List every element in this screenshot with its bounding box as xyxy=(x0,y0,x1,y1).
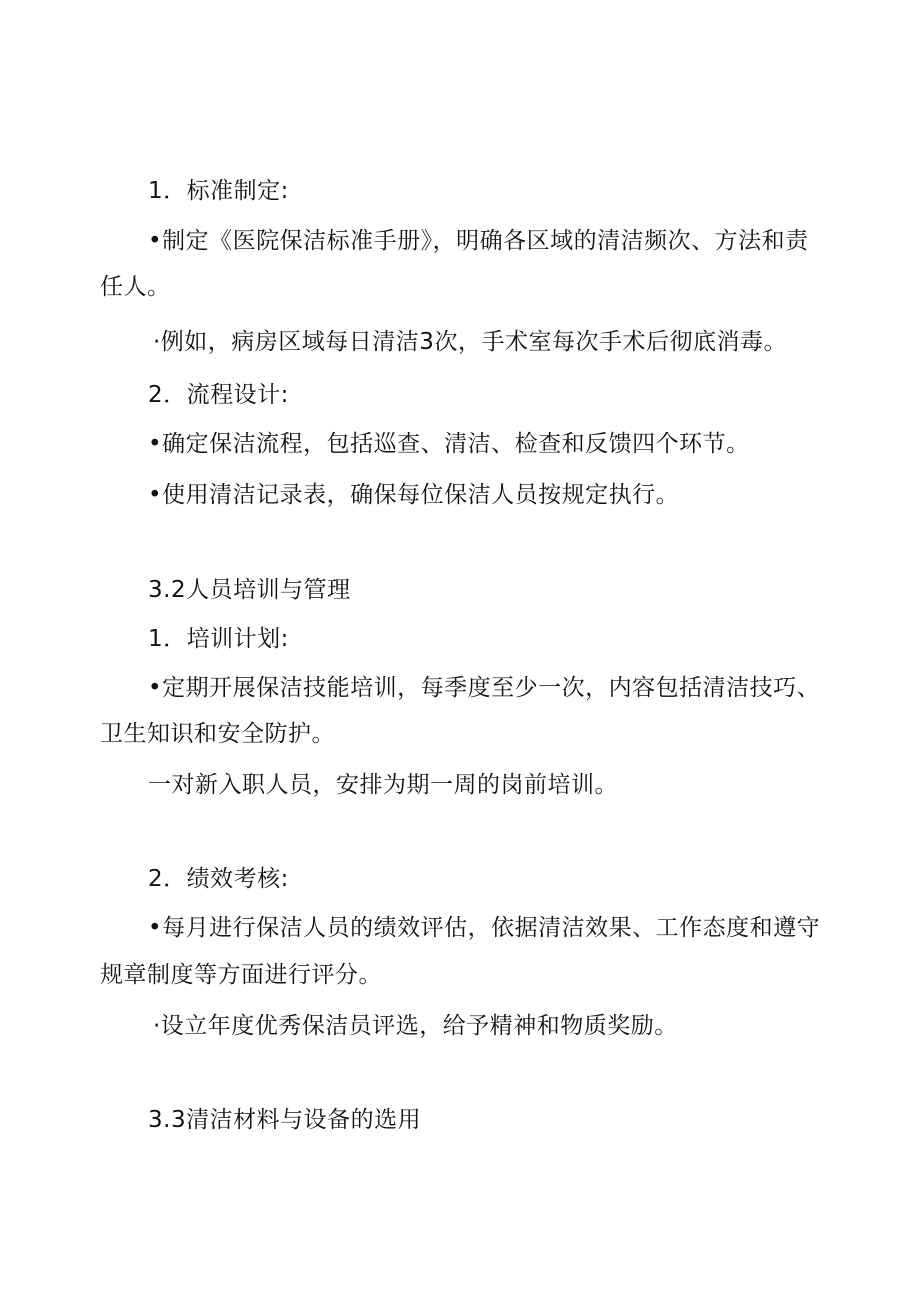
section-title-3-2: 3.2人员培训与管理 xyxy=(148,577,351,603)
heading-process-design: 2．流程设计: xyxy=(148,382,289,408)
bullet-new-hire-training: 一对新入职人员，安排为期一周的岗前培训。 xyxy=(148,772,618,798)
bullet-example-frequency: ·例如，病房区域每日清洁3次，手术室每次手术后彻底消毒。 xyxy=(153,329,787,355)
bullet-regular-training-cont: 卫生知识和安全防护。 xyxy=(100,721,335,747)
bullet-monthly-evaluation-cont: 规章制度等方面进行评分。 xyxy=(100,962,382,988)
bullet-cleaning-record: •使用清洁记录表，确保每位保洁人员按规定执行。 xyxy=(148,482,680,508)
bullet-regular-training: •定期开展保洁技能培训，每季度至少一次，内容包括清洁技巧、 xyxy=(148,675,821,701)
bullet-standard-manual: •制定《医院保洁标准手册》，明确各区域的清洁频次、方法和责 xyxy=(148,228,809,254)
bullet-monthly-evaluation: •每月进行保洁人员的绩效评估，依据清洁效果、工作态度和遵守 xyxy=(148,915,821,941)
section-title-3-3: 3.3清洁材料与设备的选用 xyxy=(148,1107,422,1133)
bullet-cleaning-process: •确定保洁流程，包括巡查、清洁、检查和反馈四个环节。 xyxy=(148,431,750,457)
bullet-standard-manual-cont: 任人。 xyxy=(100,274,171,300)
heading-training-plan: 1．培训计划: xyxy=(148,626,289,652)
bullet-annual-award: ·设立年度优秀保洁员评选，给予精神和物质奖励。 xyxy=(153,1013,678,1039)
heading-performance-review: 2．绩效考核: xyxy=(148,866,289,892)
heading-standard-setting: 1．标准制定: xyxy=(148,178,289,204)
